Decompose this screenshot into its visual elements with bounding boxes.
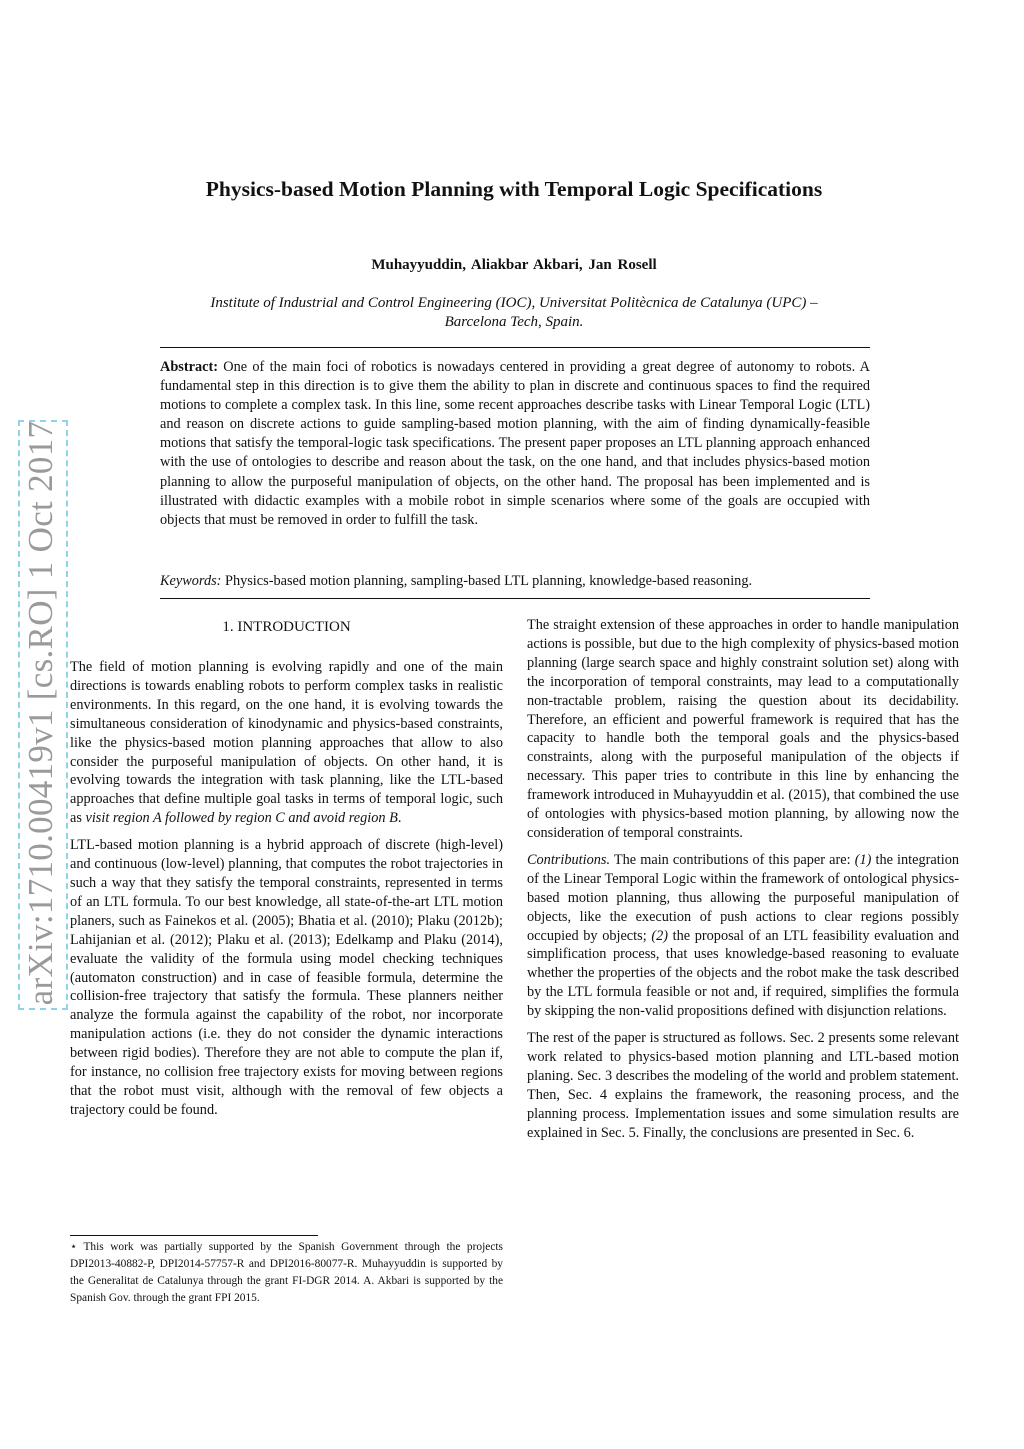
left-column <box>70 658 503 1128</box>
keywords <box>160 572 870 591</box>
paper-affiliation: Institute of Industrial and Control Engineering (IOC), Universitat Politècnica de Catalunya (UPC) – Barcelona Tech, Spain. <box>210 295 818 330</box>
footnote-rule <box>70 1235 318 1236</box>
keywords-text: Physics-based motion planning, sampling-based LTL planning, knowledge-based reasoning. <box>225 573 753 589</box>
intro-paragraph-2: LTL-based motion planning is a hybrid approach of discrete (high-level) and continuous (low-level) planning, that computes the robot trajectories in such a way that they satisfy the temporal constraints, represented in terms of an LTL formula. To our best knowledge, all state-of-the-art LTL motion planers, such as Fainekos et al. (2005); Bhatia et al. (2010); Plaku (2012b); Lahijanian et al. (2012); Plaku et al. (2013); Edelkamp and Plaku (2014), evaluate the validity of the formula using model checking techniques (automaton construction) and in case of feasible formula, determine the collision-free trajectory that satisfy the formula. These planners neither analyze the formula against the capability of the robot, nor incorporate manipulation actions (i.e. they do not consider the dynamic interactions between rigid bodies). Therefore they are not able to compute the plan if, for instance, no collision free trajectory exists for moving between regions that the robot must visit, although with the removal of few objects a trajectory could be found. <box>70 837 503 1118</box>
contributions-label: Contributions. <box>527 851 611 868</box>
abstract-bottom-rule <box>160 598 870 599</box>
footnote <box>70 1239 503 1307</box>
arxiv-stamp: arXiv:1710.00419v1 [cs.RO] 1 Oct 2017 <box>21 420 60 1006</box>
intro-paragraph-3: The straight extension of these approaches in order to handle manipulation actions is possible, but due to the high complexity of physics-based motion planning (large search space and highly constraint solution set) along with the incorporation of temporal constraints, may lead to a computationally non-tractable problem, raising the question about its decidability. Therefore, an efficient and powerful framework is required that has the capacity to handle both the temporal goals and the physics-based constraints, along with the purposeful manipulation of the objects if necessary. This paper tries to contribute in this line by enhancing the framework introduced in Muhayyuddin et al. (2015), that combined the use of ontologies with physics-based motion planning, by allowing now the consideration of temporal constraints. <box>527 617 959 841</box>
contributions-paragraph: Contributions. The main contributions of this paper are: (1) the integration of the Linear Temporal Logic within the framework of ontological physics-based motion planning, thus allowing the purposeful manipulation of objects, like the execution of push actions to clear regions possibly occupied by objects; (2) the proposal of an LTL feasibility evaluation and simplification process, that uses knowledge-based reasoning to evaluate whether the properties of the objects and the robot make the task described by the LTL formula feasible or not and, if required, simplifies the formula by skipping the non-valid propositions defined with disjunction relations. <box>527 851 959 1020</box>
footnote-marker: ⋆ <box>70 1241 78 1253</box>
footnote-text: This work was partially supported by the Spanish Government through the projects DPI2013-40882-P, DPI2014-57757-R and DPI2016-80077-R. Muhayyuddin is supported by the Generalitat de Catalunya through the grant FI-DGR 2014. A. Akbari is supported by the Spanish Gov. through the grant FPI 2015. <box>70 1241 503 1304</box>
paper-authors: Muhayyuddin, Aliakbar Akbari, Jan Rosell <box>371 257 657 273</box>
intro-paragraph-1: The field of motion planning is evolving rapidly and one of the main directions is towards enabling robots to perform complex tasks in realistic environments. In this regard, on the one hand, it is evolving towards the simultaneous consideration of kinodynamic and physics-based constraints, like the physics-based motion planning approaches that allow to also consider the purposeful manipulation of objects. On other hand, it is evolving towards the integration with task planning, like the LTL-based approaches that define multiple goal tasks in terms of temporal logic, such as visit region A followed by region C and avoid region B. <box>70 659 503 827</box>
abstract-top-rule <box>160 347 870 348</box>
intro-paragraph-5: The rest of the paper is structured as follows. Sec. 2 presents some relevant work related to physics-based motion planning and LTL-based motion planing. Sec. 3 describes the modeling of the world and problem statement. Then, Sec. 4 explains the framework, the reasoning process, and the planning process. Implementation issues and some simulation results are explained in Sec. 5. Finally, the conclusions are presented in Sec. 6. <box>527 1030 959 1141</box>
abstract-text: One of the main foci of robotics is nowadays centered in providing a great degree of autonomy to robots. A fundamental step in this direction is to give them the ability to plan in discrete and continuous spaces to find the required motions to complete a complex task. In this line, some recent approaches describe tasks with Linear Temporal Logic (LTL) and reason on discrete actions to guide sampling-based motion planning, with the aim of finding dynamically-feasible motions that satisfy the temporal-logic task specifications. The present paper proposes an LTL planning approach enhanced with the use of ontologies to describe and reason about the task, on the one hand, and that includes physics-based motion planning to allow the purposeful manipulation of objects, on the other hand. The proposal has been implemented and is illustrated with didactic examples with a mobile robot in simple scenarios where some of the goals are occupied with objects that must be removed in order to fulfill the task. <box>160 359 870 528</box>
paper-title: Physics-based Motion Planning with Temporal Logic Specifications <box>205 177 823 201</box>
keywords-label: Keywords: <box>160 573 222 589</box>
section-heading-introduction: 1. INTRODUCTION <box>222 619 351 635</box>
abstract <box>160 358 870 530</box>
right-column <box>527 616 959 1150</box>
abstract-label: Abstract: <box>160 359 218 375</box>
